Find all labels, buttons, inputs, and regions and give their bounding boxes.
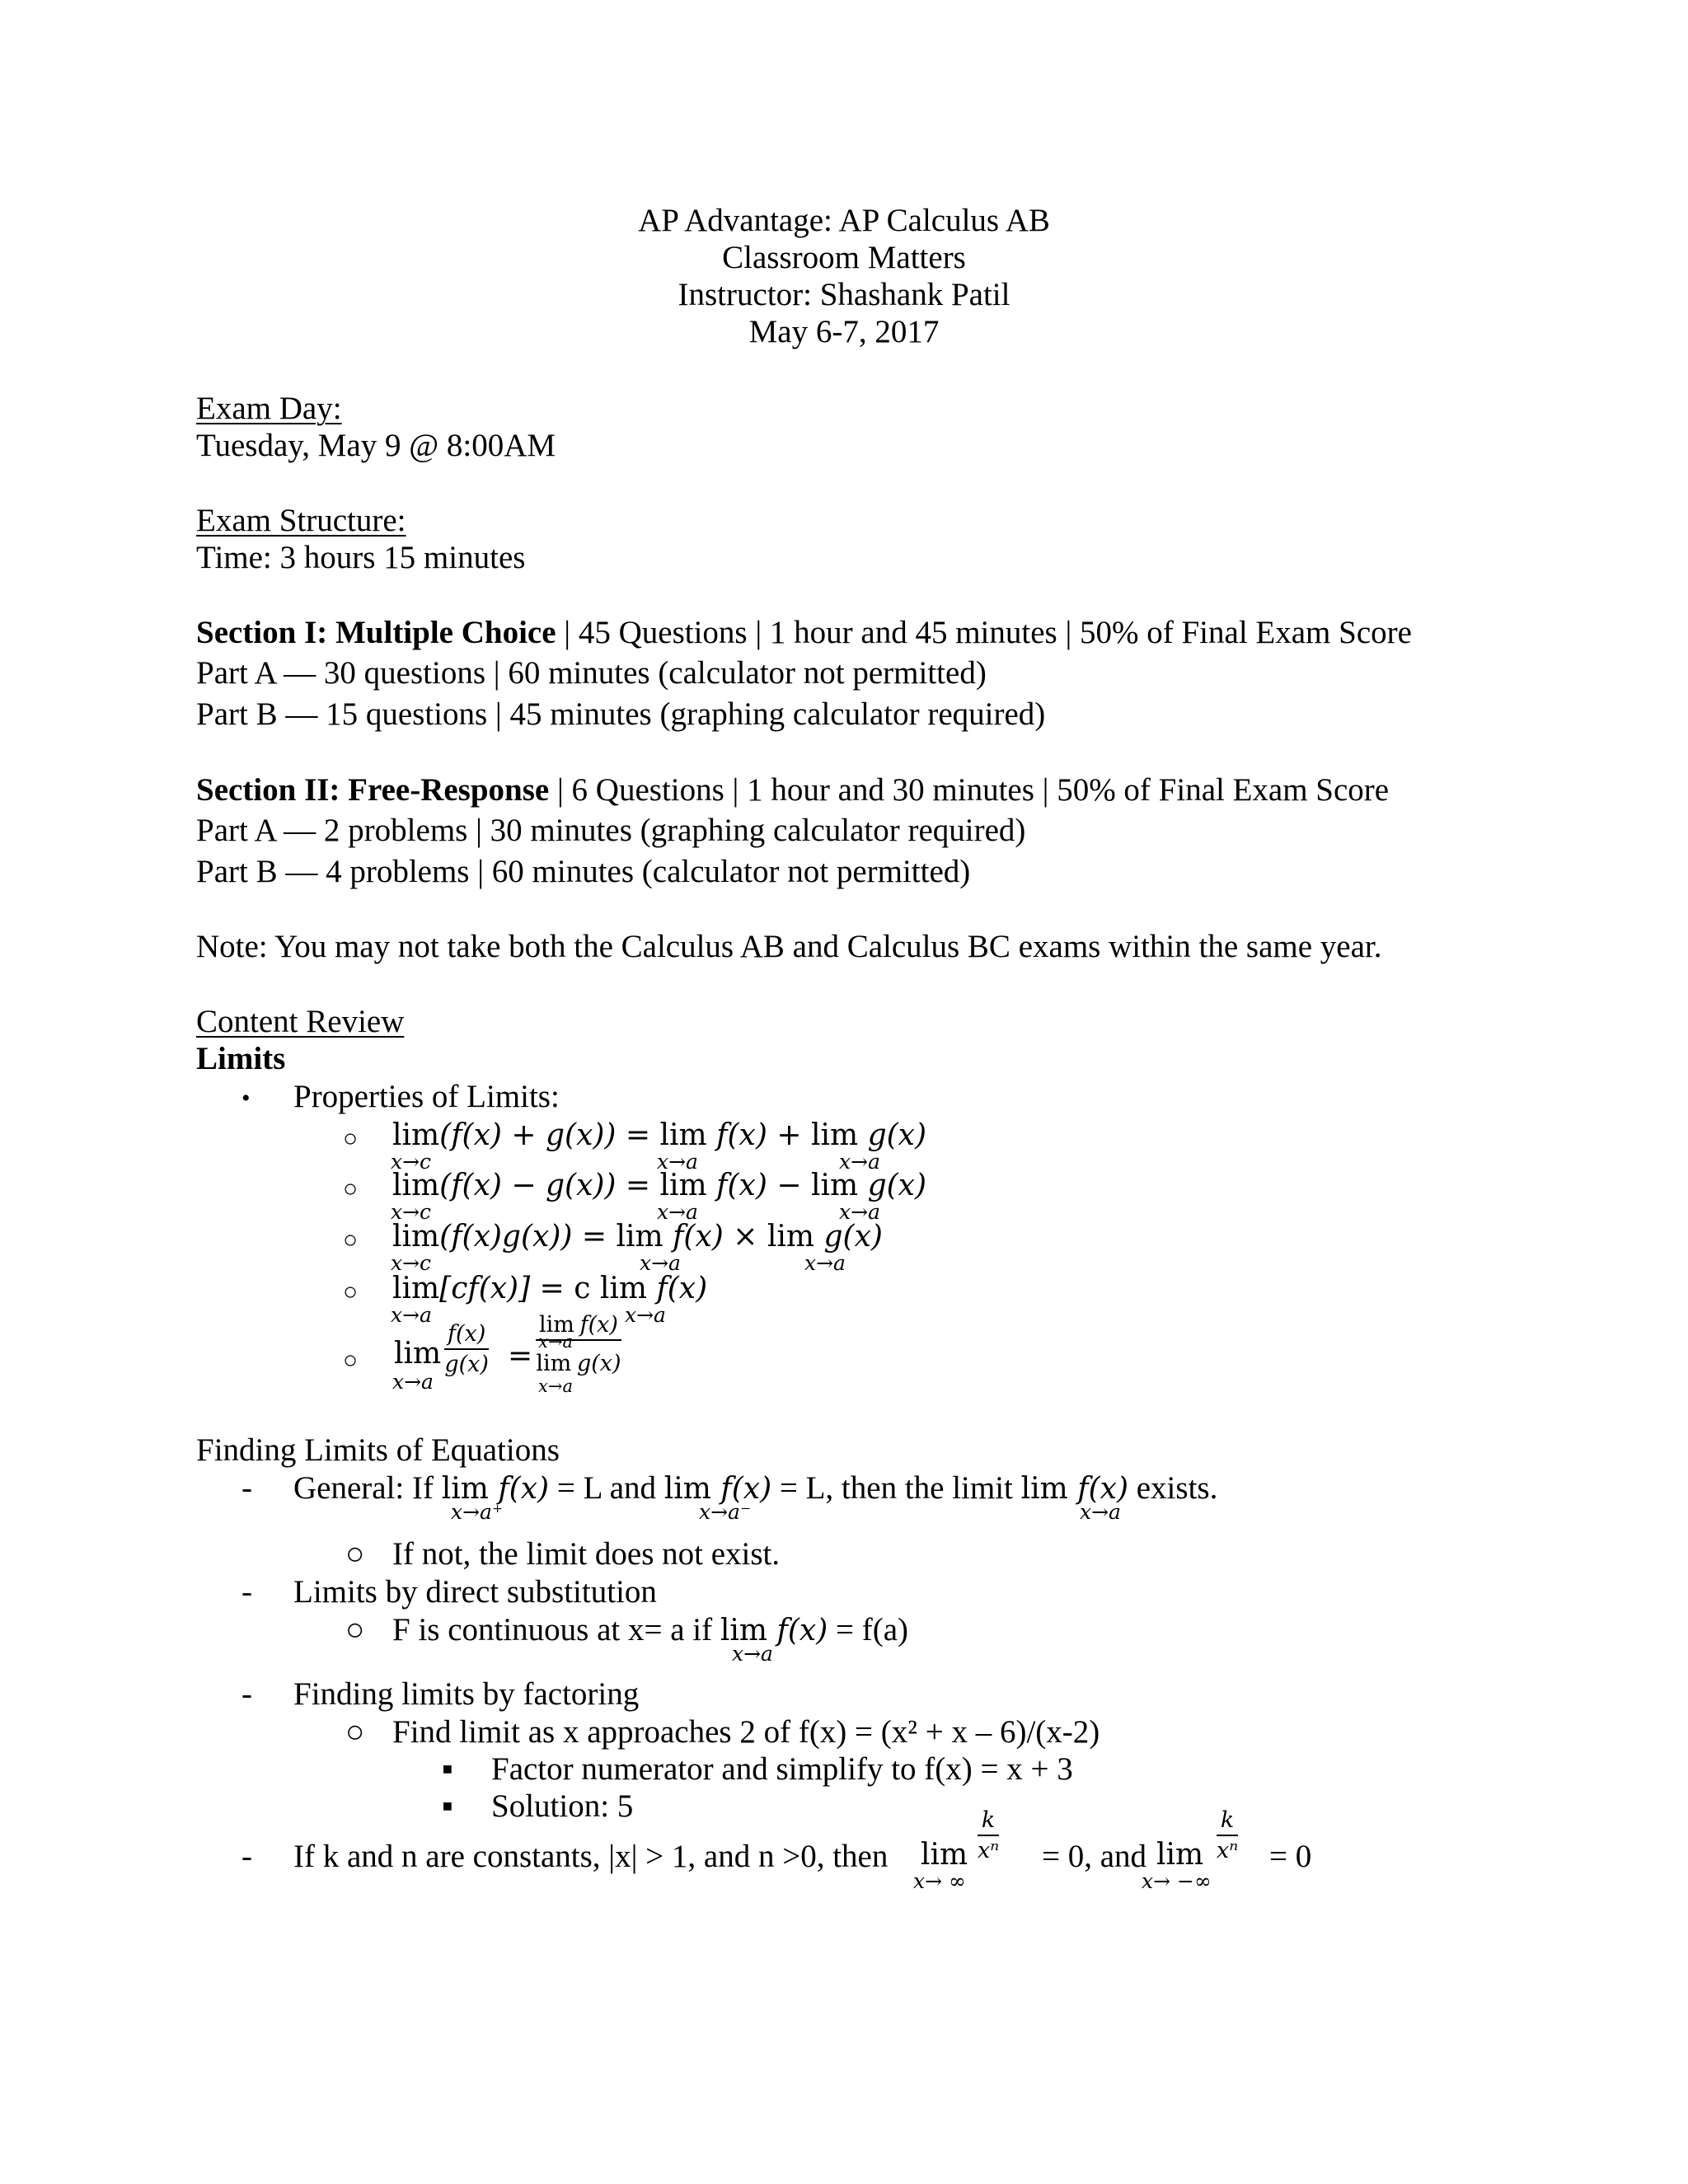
section-2-details: | 6 Questions | 1 hour and 30 minutes | 50% of Final Exam Score (549, 772, 1390, 808)
section-1-title: Section I: Multiple Choice (196, 615, 556, 650)
document-subtitle: Classroom Matters (722, 240, 966, 275)
quotient-lim: lim (394, 1337, 442, 1371)
dash-marker: - (241, 1839, 252, 1874)
sub-x-to-a: x→a (640, 1251, 681, 1275)
neg-inf-lim: lim (1156, 1838, 1204, 1872)
sub-x-to-a: x→a (1080, 1500, 1121, 1524)
direct-substitution: Limits by direct substitution (293, 1574, 657, 1610)
section-2-part-a: Part A — 2 problems | 30 minutes (graphing calculator required) (196, 813, 1026, 848)
section-2-part-b: Part B — 4 problems | 60 minutes (calculator not permitted) (196, 854, 971, 889)
sub-x-to-c: x→c (391, 1251, 432, 1275)
section-1-part-a: Part A — 30 questions | 60 minutes (calculator not permitted) (196, 655, 987, 691)
formula-product: lim(f(x)g(x)) = lim f(x) × lim g(x) (392, 1220, 883, 1254)
formula-sum: lim(f(x) + g(x)) = lim f(x) + lim g(x) (392, 1118, 926, 1152)
sub-x-to-a: x→a (839, 1150, 880, 1174)
sub-x-to-a: x→a (538, 1376, 573, 1396)
factor-step: Factor numerator and simplify to f(x) = x + 3 (491, 1751, 1073, 1787)
sub-x-to-c: x→c (391, 1200, 432, 1224)
sub-x-to-c: x→c (391, 1150, 432, 1174)
exam-note: Note: You may not take both the Calculus AB and Calculus BC exams within the same year. (196, 929, 1382, 964)
bullet-circle: ○ (345, 1536, 365, 1572)
k-over-xn-fraction: $\frac{k}{\text{xⁿ}}$ (1217, 1807, 1239, 1863)
section-1-details: | 45 Questions | 1 hour and 45 minutes | 50% of Final Exam Score (556, 615, 1412, 650)
inf-lim: lim (921, 1838, 968, 1872)
sub-x-to-a: x→a (839, 1200, 880, 1224)
sub-x-to-neg-infinity: x→ −∞ (1142, 1869, 1212, 1893)
bullet-disc: • (241, 1085, 251, 1112)
content-review-heading: Content Review (196, 1004, 405, 1039)
section-2-line (196, 774, 1389, 806)
exam-day-heading: Exam Day: (196, 391, 342, 426)
bullet-circle: ○ (345, 1612, 365, 1647)
sub-x-to-a: x→a (392, 1370, 434, 1394)
bullet-circle: ○ (343, 1175, 359, 1202)
equals-zero-and: = 0, and (1042, 1839, 1147, 1874)
exam-structure-heading: Exam Structure: (196, 503, 406, 538)
sub-x-to-a: x→a (538, 1332, 573, 1352)
quotient-fraction-left: $\frac{f(x)}{g(x)}$ (444, 1321, 489, 1377)
dash-marker: - (241, 1470, 252, 1506)
sub-x-to-a: x→a (625, 1303, 666, 1327)
formula-constant-multiple: lim[cf(x)] = c lim f(x) (392, 1272, 708, 1305)
bullet-circle: ○ (343, 1347, 359, 1374)
section-2-title: Section II: Free-Response (196, 772, 550, 808)
properties-heading: Properties of Limits: (293, 1079, 560, 1114)
sub-x-to-a: x→a (657, 1150, 698, 1174)
sub-x-to-a: x→a (391, 1303, 432, 1327)
dates-line: May 6-7, 2017 (748, 314, 940, 349)
section-1-line (196, 616, 1412, 649)
constants-rule-text: If k and n are constants, |x| > 1, and n >0, then (293, 1839, 889, 1874)
limits-heading: Limits (196, 1041, 286, 1076)
quotient-equals: = (508, 1339, 533, 1373)
sub-x-to-a: x→a (657, 1200, 698, 1224)
factoring-heading: Finding limits by factoring (293, 1676, 640, 1712)
bullet-circle: ○ (343, 1125, 359, 1152)
sub-x-to-infinity: x→ ∞ (913, 1869, 966, 1893)
bullet-circle: ○ (343, 1278, 359, 1305)
quotient-fraction-right: $\frac{\text{lim f(x)}}{\text{lim g(x)}}$ (536, 1312, 621, 1376)
factoring-example: Find limit as x approaches 2 of f(x) = (x² + x – 6)/(x-2) (392, 1714, 1100, 1750)
document-title: AP Advantage: AP Calculus AB (638, 203, 1050, 238)
finding-limits-heading: Finding Limits of Equations (196, 1432, 560, 1468)
equals-zero: = 0 (1269, 1839, 1312, 1874)
sub-x-to-a: x→a (804, 1251, 846, 1275)
dash-marker: - (241, 1574, 252, 1610)
formula-difference: lim(f(x) − g(x)) = lim f(x) − lim g(x) (392, 1169, 926, 1202)
exam-day-value: Tuesday, May 9 @ 8:00AM (196, 428, 556, 463)
sub-x-to-a: x→a (732, 1642, 773, 1666)
k-over-xn-fraction: $\frac{k}{\text{xⁿ}}$ (978, 1807, 1000, 1863)
limit-not-exist: If not, the limit does not exist. (392, 1536, 781, 1572)
general-rule: General: If lim f(x) = L and lim f(x) = L, then the limit lim f(x) exists. (293, 1470, 1218, 1506)
instructor-line: Instructor: Shashank Patil (678, 277, 1010, 312)
section-1-part-b: Part B — 15 questions | 45 minutes (graphing calculator required) (196, 696, 1046, 732)
sub-x-to-a-minus: x→a⁻ (699, 1500, 752, 1524)
exam-time: Time: 3 hours 15 minutes (196, 540, 526, 575)
factoring-solution: Solution: 5 (491, 1788, 634, 1824)
dash-marker: - (241, 1676, 252, 1712)
bullet-square: ▪ (442, 1751, 453, 1787)
bullet-circle: ○ (343, 1226, 359, 1254)
continuity-rule: F is continuous at x= a if lim f(x) = f(a) (392, 1612, 909, 1647)
sub-x-to-a-plus: x→a⁺ (451, 1500, 504, 1524)
bullet-circle: ○ (345, 1714, 365, 1750)
bullet-square: ▪ (442, 1788, 453, 1824)
